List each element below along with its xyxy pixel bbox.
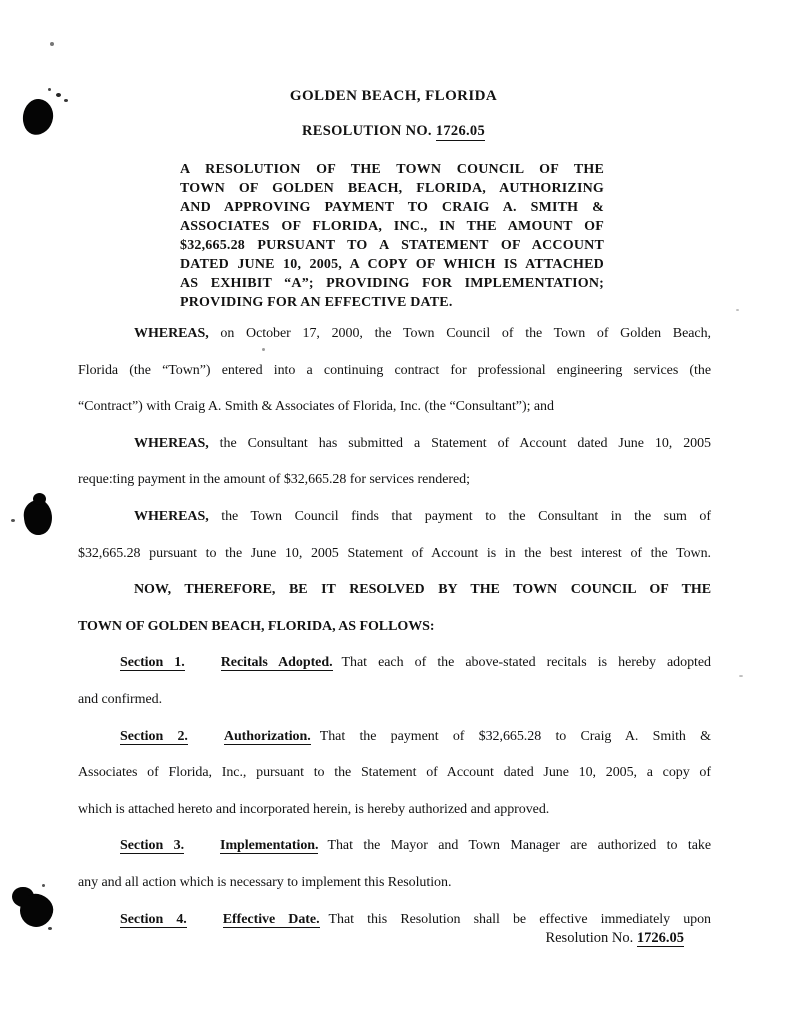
section-2	[78, 719, 711, 829]
body-line: NOW, THEREFORE, BE IT RESOLVED BY THE TOWN COUNCIL OF THE	[134, 582, 711, 598]
section-label: Section 2.	[120, 728, 188, 744]
title-line: A RESOLUTION OF THE TOWN COUNCIL OF THE	[180, 162, 604, 177]
resolved-clause	[78, 572, 711, 645]
footer-number: 1726.05	[636, 930, 684, 946]
title-line: TOWN OF GOLDEN BEACH, FLORIDA, AUTHORIZING	[180, 181, 604, 196]
ink-speck	[48, 927, 52, 930]
whereas-lead: WHEREAS,	[134, 326, 209, 341]
title-line: DATED JUNE 10, 2005, A COPY OF WHICH IS ATTACHED	[180, 257, 604, 272]
body-line: TOWN OF GOLDEN BEACH, FLORIDA, AS FOLLOWS:	[78, 618, 435, 634]
body-line: WHEREAS, the Consultant has submitted a Statement of Account dated June 10, 2005	[134, 435, 711, 451]
body-line: $32,665.28 pursuant to the June 10, 2005 Statement of Account is in the best interest of the Town.	[78, 545, 711, 561]
whereas-clause-3	[78, 499, 711, 572]
body-line: Section 2. Authorization. That the payment of $32,665.28 to Craig A. Smith &	[120, 728, 711, 744]
body-line: Section 1. Recitals Adopted. That each of the above-stated recitals is hereby adopted	[120, 655, 711, 671]
body-line: WHEREAS, the Town Council finds that payment to the Consultant in the sum of	[134, 508, 711, 524]
section-1	[78, 645, 711, 718]
ink-speck	[48, 88, 51, 91]
section-label: Section 4.	[120, 911, 187, 927]
title-line: ASSOCIATES OF FLORIDA, INC., IN THE AMOUNT OF	[180, 219, 604, 234]
ink-speck	[56, 93, 61, 97]
title-line: PROVIDING FOR AN EFFECTIVE DATE.	[180, 295, 453, 310]
section-label: Section 3.	[120, 838, 185, 854]
resolution-number-heading	[0, 123, 787, 139]
resolution-title-block	[180, 160, 604, 312]
body-line: Section 4. Effective Date. That this Resolution shall be effective immediately upon	[120, 911, 712, 927]
title-line: AS EXHIBIT “A”; PROVIDING FOR IMPLEMENTATION;	[180, 276, 604, 291]
ink-speck	[11, 519, 15, 522]
section-heading: Authorization.	[223, 728, 311, 744]
footer-resolution-number	[545, 930, 684, 947]
whereas-clause-2	[78, 426, 711, 499]
resolution-number-value: 1726.05	[435, 123, 486, 139]
footer-label: Resolution No.	[545, 930, 637, 946]
body-line: and confirmed.	[78, 691, 163, 707]
section-heading: Effective Date.	[222, 911, 320, 927]
ink-blob-middle-nub	[33, 493, 46, 505]
whereas-lead: WHEREAS,	[134, 435, 209, 451]
body-line: Florida (the “Town”) entered into a continuing contract for professional engineering services (the	[78, 362, 711, 378]
title-line: $32,665.28 PURSUANT TO A STATEMENT OF ACCOUNT	[180, 238, 604, 253]
section-heading: Implementation.	[220, 838, 319, 854]
section-heading: Recitals Adopted.	[220, 655, 333, 671]
section-label: Section 1.	[120, 655, 185, 671]
section-3	[78, 828, 711, 901]
title-line: AND APPROVING PAYMENT TO CRAIG A. SMITH &	[180, 200, 604, 215]
body-line: WHEREAS, on October 17, 2000, the Town Council of the Town of Golden Beach,	[134, 326, 711, 341]
scan-speck	[262, 348, 265, 351]
body-line: which is attached hereto and incorporated herein, is hereby authorized and approved.	[78, 801, 550, 817]
resolution-body	[78, 316, 711, 938]
body-line: Section 3. Implementation. That the Mayor and Town Manager are authorized to take	[120, 838, 711, 854]
ink-speck	[42, 884, 45, 887]
scan-speck	[739, 675, 743, 677]
resolution-number-label: RESOLUTION NO.	[301, 123, 436, 139]
whereas-lead: WHEREAS,	[134, 508, 209, 524]
body-line: “Contract”) with Craig A. Smith & Associates of Florida, Inc. (the “Consultant”); and	[78, 399, 554, 415]
document-title: GOLDEN BEACH, FLORIDA	[289, 88, 498, 104]
ink-speck	[64, 99, 68, 102]
whereas-clause-1	[78, 316, 711, 426]
scan-speck	[50, 42, 54, 46]
scan-speck	[736, 309, 739, 311]
body-line: Associates of Florida, Inc., pursuant to the Statement of Account dated June 10, 2005, a copy of	[78, 765, 711, 781]
body-line: reque:ting payment in the amount of $32,665.28 for services rendered;	[78, 472, 470, 488]
body-line: any and all action which is necessary to implement this Resolution.	[78, 874, 452, 890]
